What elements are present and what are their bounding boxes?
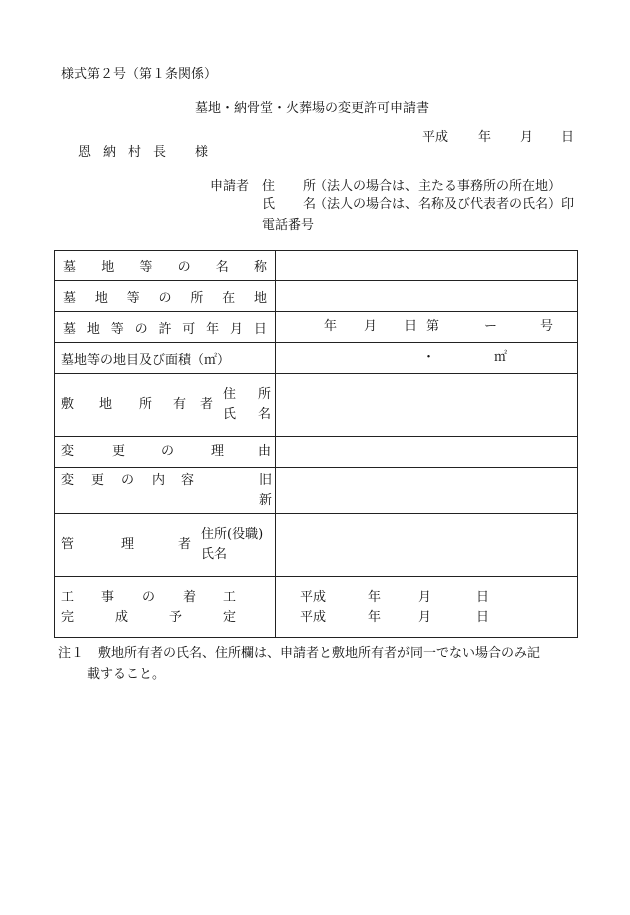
reason-input[interactable] [276,437,578,468]
row-permit-date: 墓 地 等 の 許 可 年 月 日 年 月 日 第 ー 号 [55,312,578,343]
row-area: 墓地等の地目及び面積（㎡） ・ ㎡ [55,343,578,374]
content-input[interactable] [276,468,578,514]
phone-label: 電話番号 [262,218,315,233]
form-number: 様式第２号（第１条関係） [61,67,218,82]
area-input[interactable]: ・ ㎡ [276,343,578,374]
row-name: 墓 地 等 の 名 称 [55,251,578,281]
row-location: 墓 地 等 の 所 在 地 [55,281,578,312]
construction-input[interactable]: 平成 年 月 日 平成 年 月 日 [276,577,578,638]
date-year: 年 [478,130,492,145]
note-line-1: 敷地所有者の氏名、住所欄は、申請者と敷地所有者が同一でない場合のみ記 [98,646,541,661]
row-construction: 工 事 の 着 工 完 成 予 定 平成 年 月 日 平成 年 月 日 [55,577,578,638]
row-owner: 敷 地 所 有 者 住 所 氏 名 [55,374,578,437]
note-marker: 注１ [58,646,85,661]
row-content: 変 更 の 内 容 旧 新 [55,468,578,514]
applicant-label: 申請者 [210,179,250,194]
permit-date-input[interactable]: 年 月 日 第 ー 号 [276,312,578,343]
row-reason: 変 更 の 理 由 [55,437,578,468]
note-line-2: 載すること。 [87,667,166,682]
location-input[interactable] [276,281,578,312]
name-input[interactable] [276,251,578,281]
owner-input[interactable] [276,374,578,437]
application-table [54,250,578,638]
name-note: （法人の場合は、名称及び代表者の氏名）印 [314,197,575,212]
manager-input[interactable] [276,514,578,577]
address-note: （法人の場合は、主たる事務所の所在地） [314,179,562,194]
date-era: 平成 [422,130,449,145]
document-title: 墓地・納骨堂・火葬場の変更許可申請書 [195,101,430,116]
row-manager: 管 理 者 住所(役職) 氏名 [55,514,578,577]
date-month: 月 [520,130,534,145]
date-day: 日 [561,130,575,145]
footnote [58,643,578,685]
